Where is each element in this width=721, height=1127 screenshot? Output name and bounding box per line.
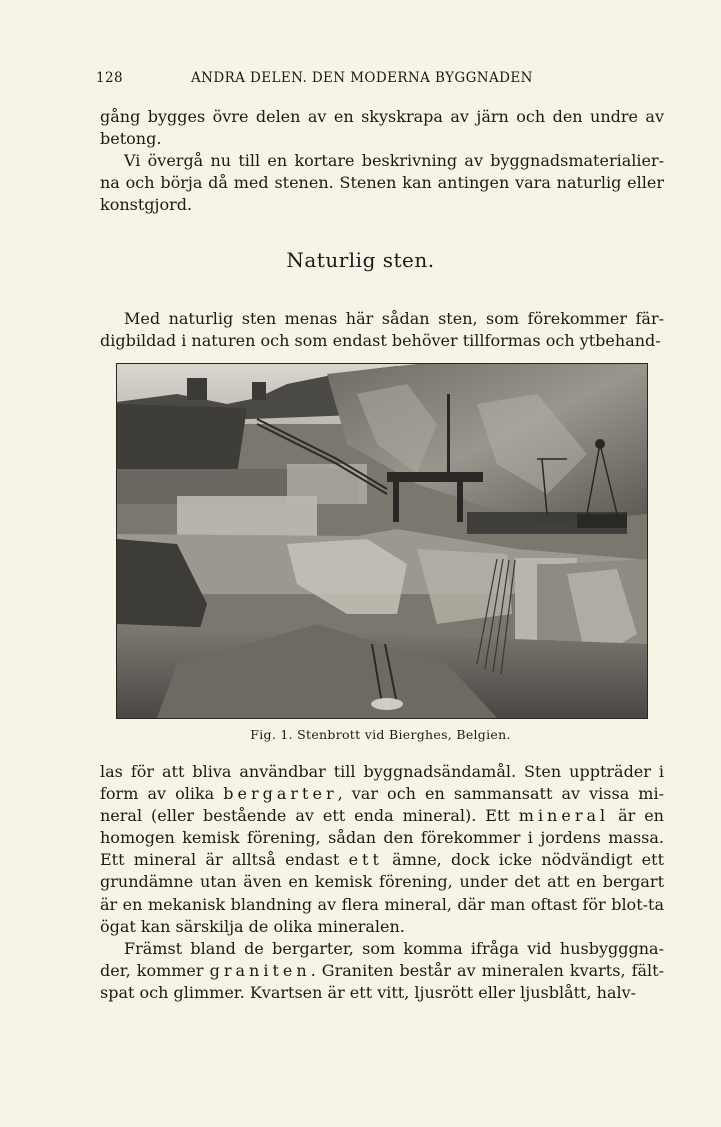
paragraph: Vi övergå nu till en kortare beskrivning av byggnadsmaterialier-na och börja då med stenen. Stenen kan antingen vara naturlig eller konstgjord. [100, 151, 664, 214]
page-number: 128 [96, 70, 123, 86]
emphasized-term: mineral [518, 806, 610, 826]
text-run: Främst bland de bergarter, som komma ifråga vid husbygggna-der, kommer [100, 938, 664, 980]
quarry-photo-illustration [117, 364, 647, 718]
text-run: las för att bliva användbar till byggnadsändamål. Sten uppträder i form av olika [100, 762, 664, 804]
emphasized-term: ett [348, 850, 383, 870]
paragraph: Med naturlig sten menas här sådan sten, som förekommer fär-digbildad i naturen och som endast behöver tillformas och ytbehand- [100, 309, 664, 350]
quarry-photograph [116, 363, 648, 719]
text-run: ämne, dock icke nödvändigt ett grundämne utan även en kemisk förening, under det att en bergart är en mekanisk blandning av flera mineral, där man oftast för blot-ta ögat kan särskilja de olika mineralen. [100, 850, 664, 936]
section-intro [100, 308, 664, 352]
figure-caption: Fig. 1. Stenbrott vid Bierghes, Belgien. [250, 727, 511, 742]
section-title: Naturlig sten. [286, 248, 435, 272]
paragraph [100, 938, 664, 1004]
paragraph [100, 761, 664, 938]
emphasized-term: graniten [209, 960, 311, 980]
emphasized-term: bergarter [223, 784, 338, 804]
paragraph: gång bygges övre delen av en skyskrapa av järn och den undre av betong. [100, 107, 664, 148]
running-title: ANDRA DELEN. DEN MODERNA BYGGNADEN [191, 70, 533, 86]
text-run: . Graniten består av mineralen kvarts, fält-spat och glimmer. Kvartsen är ett vitt, ljusrött eller ljusblått, halv- [100, 960, 664, 1002]
text-run: , var och en sammansatt av vissa mi-neral (eller bestående av ett enda mineral). Ett [100, 784, 665, 826]
text-run: är en homogen kemisk förening, sådan den förekommer i jordens massa. Ett mineral är alltså endast [100, 806, 664, 870]
continuation-text [100, 761, 664, 1004]
intro-text [100, 106, 664, 216]
